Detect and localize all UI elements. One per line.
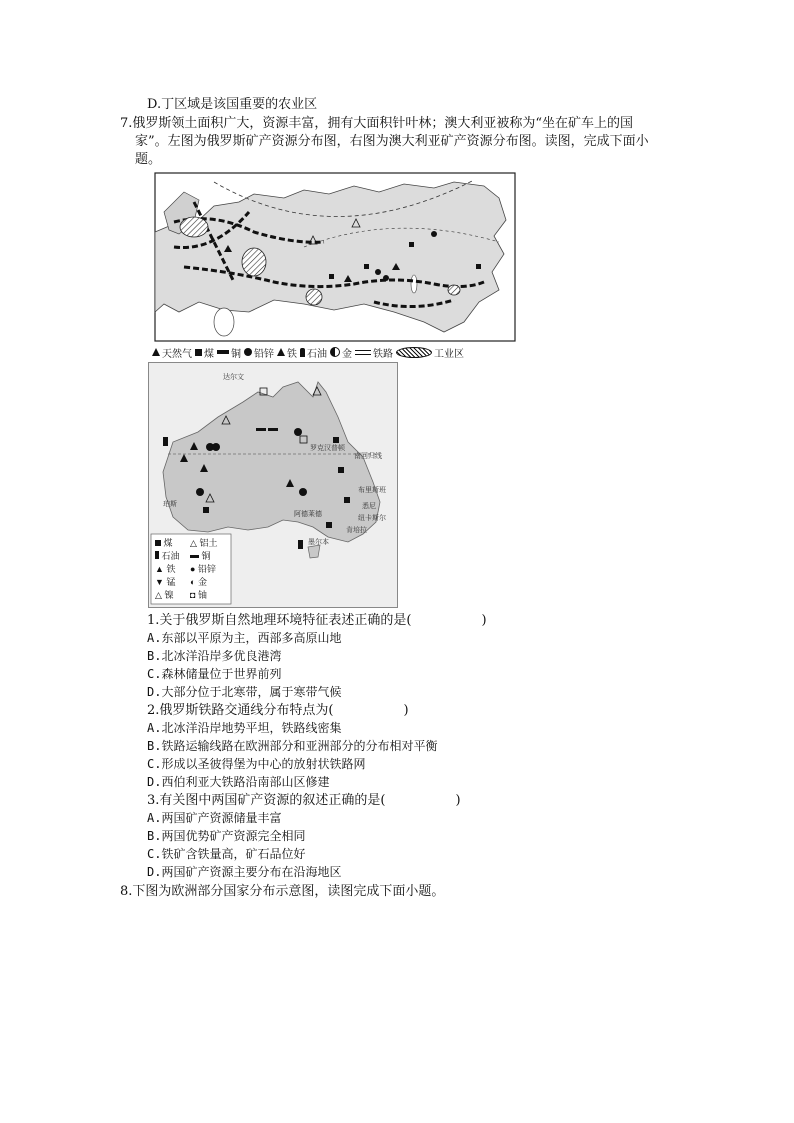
leadzinc-icon (244, 348, 252, 356)
coal-symbol (329, 274, 334, 279)
sub3-option-c: C.铁矿含铁量高，矿石品位好 (147, 847, 306, 861)
leadzinc-symbol (383, 275, 389, 281)
industrial-area-4 (448, 285, 460, 295)
manganese-icon: ▼ (155, 577, 164, 587)
q7-line2: 家”。左图为俄罗斯矿产资源分布图，右图为澳大利亚矿产资源分布图。读图，完成下面小 (135, 134, 649, 149)
label-sydney: 悉尼 (362, 503, 376, 510)
legend-gas: 天然气 (152, 345, 192, 360)
sub2-close: ) (403, 703, 409, 718)
label-kembla: 肯培拉 (346, 527, 367, 534)
gold-icon: ◐ (190, 577, 196, 587)
copper-symbol (256, 428, 266, 431)
copper-symbol (268, 428, 278, 431)
russia-mineral-map (154, 172, 516, 342)
coal-symbol (409, 242, 414, 247)
gold-symbol (294, 428, 302, 436)
industrial-area-3 (306, 289, 322, 305)
sub2-option-d: D.西伯利亚大铁路沿南部山区修建 (147, 775, 330, 789)
sub3-stem-line (147, 792, 461, 809)
q7-number: 7. (120, 116, 133, 131)
q7-line1 (120, 115, 633, 132)
bauxite-icon: △ (190, 538, 197, 548)
iron-icon: ▲ (155, 564, 164, 574)
q7-line3: 题。 (135, 152, 162, 167)
oil-symbol (163, 437, 168, 446)
label-tropic: 南回归线 (354, 453, 382, 460)
au-legend-iron: ▲ 铁 (155, 564, 176, 574)
coal-symbol (333, 437, 339, 443)
leadzinc-symbol (212, 443, 220, 451)
copper-icon (217, 350, 229, 354)
tasmania (308, 545, 320, 558)
au-legend-uranium: ◘ 铀 (190, 590, 207, 600)
nickel-icon: △ (155, 590, 162, 600)
au-legend-gold: ◐ 金 (190, 577, 207, 587)
oil-symbol (298, 540, 303, 549)
sub2-option-b: B.铁路运输线路在欧洲部分和亚洲部分的分布相对平衡 (147, 739, 438, 753)
sub2-option-a: A.北冰洋沿岸地势平坦，铁路线密集 (147, 721, 342, 735)
oil-icon (300, 348, 305, 357)
label-adelaide: 阿德莱德 (294, 511, 322, 518)
sub2-option-c: C.形成以圣彼得堡为中心的放射状铁路网 (147, 757, 366, 771)
au-legend-manganese: ▼ 锰 (155, 577, 176, 587)
legend-industrial: 工业区 (396, 345, 464, 360)
coal-symbol (326, 522, 332, 528)
iron-icon (277, 348, 285, 356)
industrial-area-1 (180, 217, 208, 237)
sub1-stem-line (147, 612, 487, 629)
gas-icon (152, 348, 160, 356)
gold-icon (330, 347, 340, 357)
sub3-close: ) (455, 793, 461, 808)
sub3-option-b: B.两国优势矿产资源完全相同 (147, 829, 306, 843)
q7-text-1: 俄罗斯领土面积广大，资源丰富，拥有大面积针叶林；澳大利亚被称为“坐在矿车上的国 (132, 116, 634, 131)
legend-oil: 石油 (300, 345, 327, 360)
sub1-option-b: B.北冰洋沿岸多优良港湾 (147, 649, 282, 663)
au-legend-copper: 铜 (190, 549, 211, 562)
label-melbourne: 墨尔本 (308, 539, 329, 546)
sub2-stem: 2.俄罗斯铁路交通线分布特点为( (147, 703, 334, 718)
russia-legend (152, 344, 464, 360)
legend-iron: 铁 (277, 345, 297, 360)
coal-symbol (476, 264, 481, 269)
legend-leadzinc: 铅锌 (244, 345, 274, 360)
railway-icon (355, 350, 371, 355)
sub3-option-d: D.两国矿产资源主要分布在沿海地区 (147, 865, 342, 879)
sub1-close: ) (481, 613, 487, 628)
coal-symbol (364, 264, 369, 269)
q8-stem: 8.下图为欧洲部分国家分布示意图，读图完成下面小题。 (120, 884, 445, 899)
leadzinc-symbol (299, 488, 307, 496)
gold-symbol (431, 231, 437, 237)
industrial-area-icon (396, 347, 432, 358)
sub3-stem: 3.有关图中两国矿产资源的叙述正确的是( (147, 793, 386, 808)
legend-copper: 铜 (217, 345, 241, 360)
sub2-stem-line (147, 702, 409, 719)
au-legend-coal: 煤 (155, 536, 173, 549)
legend-railway: 铁路 (355, 345, 393, 360)
au-legend-bauxite: △ 铝土 (190, 538, 218, 548)
uranium-icon: ◘ (190, 590, 196, 600)
au-legend-nickel: △ 镍 (155, 590, 174, 600)
caspian-sea (214, 308, 234, 336)
sub1-option-a: A.东部以平原为主，西部多高原山地 (147, 631, 342, 645)
label-brisbane: 布里斯班 (358, 487, 386, 494)
legend-coal: 煤 (195, 345, 214, 360)
label-perth: 珀斯 (163, 501, 177, 508)
coal-symbol (344, 497, 350, 503)
sub1-option-c: C.森林储量位于世界前列 (147, 667, 282, 681)
sub1-option-d: D.大部分位于北寒带，属于寒带气候 (147, 685, 342, 699)
baikal-lake (411, 275, 417, 293)
au-legend-oil: 石油 (155, 549, 180, 562)
coal-icon (155, 540, 161, 546)
leadzinc-icon: ● (190, 564, 196, 574)
prev-option-d: D.丁区域是该国重要的农业区 (147, 97, 318, 112)
gold-symbol (196, 488, 204, 496)
sub3-option-a: A.两国矿产资源储量丰富 (147, 811, 282, 825)
coal-symbol (338, 467, 344, 473)
coal-icon (195, 349, 202, 356)
legend-gold: 金 (330, 345, 352, 360)
australia-mineral-map (148, 362, 398, 608)
copper-icon (190, 555, 199, 558)
label-newcastle: 纽卡斯尔 (358, 515, 386, 522)
label-darwin: 达尔文 (223, 374, 244, 381)
gold-symbol (375, 269, 381, 275)
au-legend-leadzinc: ● 铅锌 (190, 564, 216, 574)
coal-symbol (203, 507, 209, 513)
sub1-stem: 1.关于俄罗斯自然地理环境特征表述正确的是( (147, 613, 412, 628)
industrial-area-2 (242, 248, 266, 276)
label-rockhampton: 罗克汉普顿 (310, 445, 345, 452)
oil-icon (155, 551, 159, 559)
